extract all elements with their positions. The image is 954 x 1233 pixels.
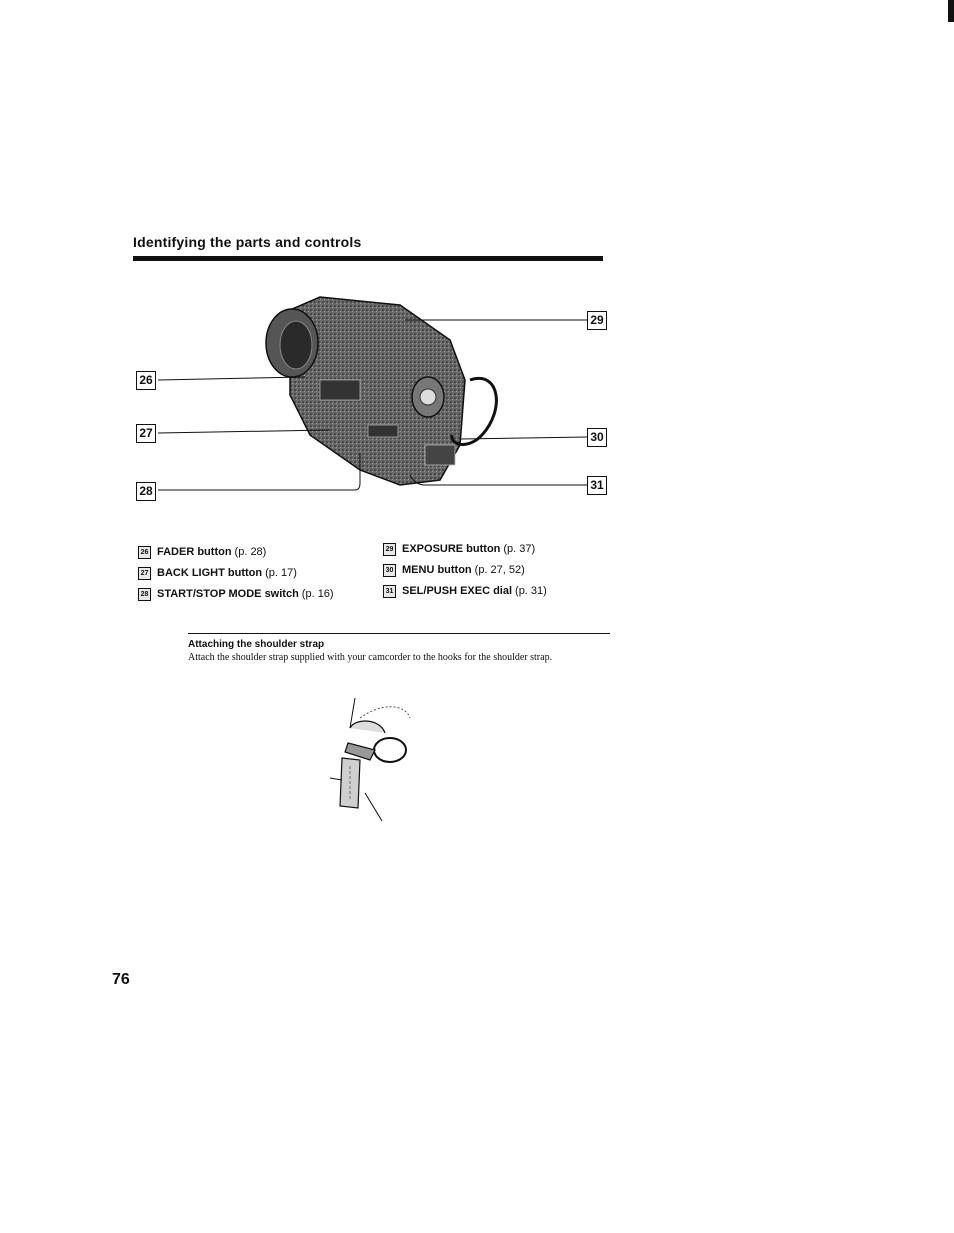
callout-27: 27 — [136, 424, 156, 443]
legend-number: 26 — [138, 546, 151, 559]
legend-label: START/STOP MODE switch — [157, 588, 299, 600]
legend-label: SEL/PUSH EXEC dial — [402, 585, 513, 597]
legend-label: BACK LIGHT button — [157, 567, 263, 579]
subsection-body: Attach the shoulder strap supplied with your camcorder to the hooks for the shoulder strap. — [188, 652, 553, 663]
callout-30: 30 — [587, 428, 607, 447]
heading-rule — [133, 256, 603, 261]
shoulder-strap-illustration — [320, 688, 430, 823]
legend-label: EXPOSURE button — [402, 543, 501, 555]
legend-item — [138, 542, 334, 563]
page-reference: (p. 17) — [265, 567, 297, 579]
subsection-rule — [188, 633, 610, 634]
legend-number: 27 — [138, 567, 151, 580]
legend-left — [138, 542, 334, 605]
callout-29: 29 — [587, 311, 607, 330]
legend-number: 31 — [383, 585, 396, 598]
page-number: 76 — [112, 971, 130, 988]
legend-right — [383, 539, 547, 602]
legend-label: FADER button — [157, 546, 232, 558]
camcorder-figure — [130, 285, 615, 510]
callout-31: 31 — [587, 476, 607, 495]
legend-number: 28 — [138, 588, 151, 601]
legend-number: 30 — [383, 564, 396, 577]
legend-item — [138, 563, 334, 584]
camcorder-illustration — [130, 285, 615, 510]
callout-26: 26 — [136, 371, 156, 390]
subsection-title: Attaching the shoulder strap — [188, 639, 325, 650]
page-reference: (p. 37) — [503, 543, 536, 555]
callout-28: 28 — [136, 482, 156, 501]
page-reference: (p. 28) — [234, 546, 267, 558]
legend-item — [383, 581, 547, 602]
legend-item — [138, 584, 334, 605]
legend-label: MENU button — [402, 564, 472, 576]
page-edge-mark — [948, 0, 954, 22]
legend-number: 29 — [383, 543, 396, 556]
shoulder-strap-figure — [320, 688, 430, 823]
legend-item — [383, 560, 547, 581]
section-heading: Identifying the parts and controls — [133, 234, 362, 250]
legend-item — [383, 539, 547, 560]
page-reference: (p. 27, 52) — [474, 564, 525, 576]
page-reference: (p. 31) — [515, 585, 547, 597]
page-reference: (p. 16) — [301, 588, 334, 600]
